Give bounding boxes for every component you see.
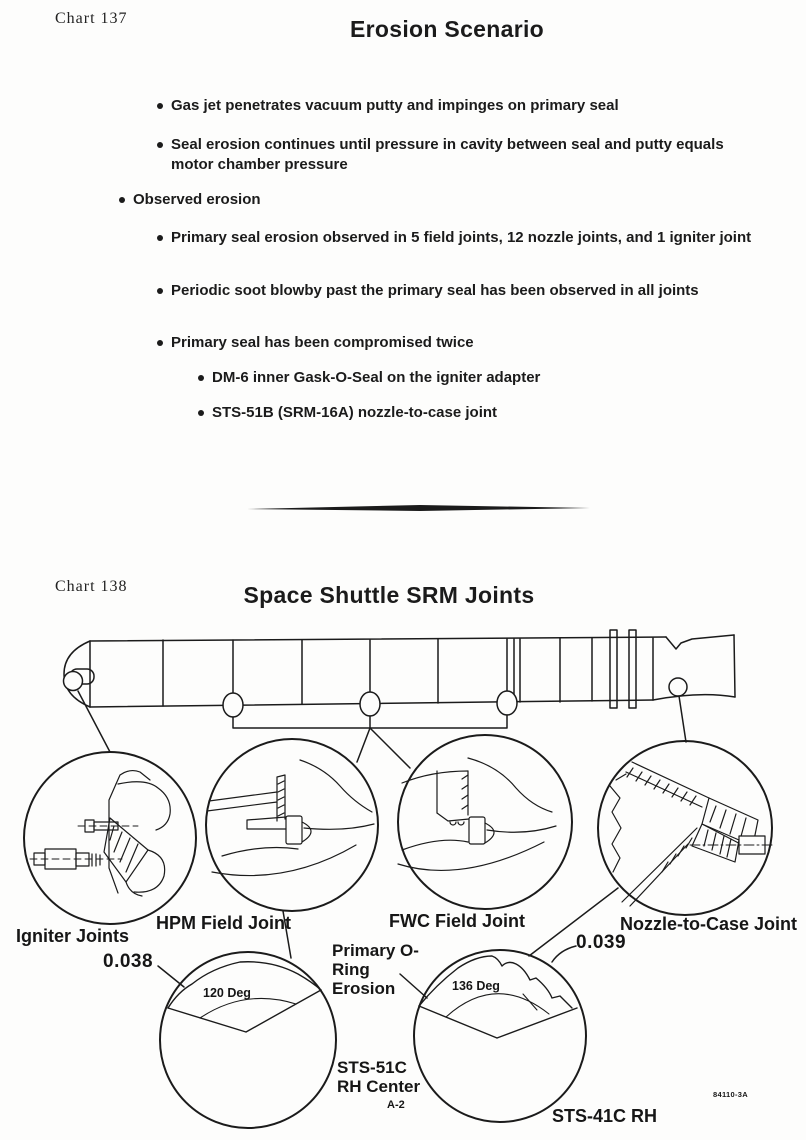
hpm-field-joint-label: HPM Field Joint xyxy=(156,913,291,933)
depth-039-leader xyxy=(552,946,576,962)
ctr-field-joint-marker xyxy=(360,692,380,716)
hpm-field-joint-drawing xyxy=(207,760,374,876)
sts51c-flight-label: STS-51C RH Center xyxy=(337,1058,421,1097)
page-number: A-2 xyxy=(387,1099,405,1111)
erosion-angle-136: 136 Deg xyxy=(452,979,500,993)
document-number: 84110-3A xyxy=(713,1090,748,1099)
sts41c-erosion-circle xyxy=(414,950,586,1122)
primary-oring-erosion-label: Primary O-Ring Erosion xyxy=(332,941,419,999)
nozzle-to-case-joint-label: Nozzle-to-Case Joint xyxy=(620,914,798,934)
chart-138-title: Space Shuttle SRM Joints xyxy=(243,582,535,608)
sts51c-erosion-circle xyxy=(160,952,336,1128)
erosion-depth-039: 0.039 xyxy=(576,932,627,953)
bullet-gas-jet: Gas jet penetrates vacuum putty and impinges on primary seal xyxy=(155,96,619,116)
bullet-soot-blowby: Periodic soot blowby past the primary seal has been observed in all joints xyxy=(155,281,699,301)
chart-137-title: Erosion Scenario xyxy=(350,16,544,42)
bullet-observed-erosion: Observed erosion xyxy=(117,190,261,210)
nozzle-leader-line xyxy=(679,696,686,742)
bullet-sts51b-nozzle-joint: STS-51B (SRM-16A) nozzle-to-case joint xyxy=(196,403,497,423)
bullet-dm6-gask-o-seal: DM-6 inner Gask-O-Seal on the igniter adapter xyxy=(196,368,540,388)
depth-038-leader xyxy=(158,966,184,987)
srm-booster-drawing xyxy=(64,630,736,768)
igniter-joint-marker xyxy=(64,672,83,691)
igniter-leader-line xyxy=(78,691,110,752)
chart-137-label: Chart 137 xyxy=(55,10,128,27)
fwd-field-joint-marker xyxy=(223,693,243,717)
nozzle-joint-marker xyxy=(669,678,687,696)
aft-field-joint-marker xyxy=(497,691,517,715)
igniter-joints-label: Igniter Joints xyxy=(16,926,130,946)
fwc-field-joint-drawing xyxy=(398,758,556,870)
erosion-angle-120: 120 Deg xyxy=(203,986,251,1000)
bullet-primary-seal-erosion: Primary seal erosion observed in 5 field joints, 12 nozzle joints, and 1 igniter joint xyxy=(155,228,751,248)
chart-138-label: Chart 138 xyxy=(55,578,128,595)
hpm-detail-circle xyxy=(206,739,378,911)
nozzle-to-case-joint-drawing xyxy=(610,762,772,906)
nozzle-detail-circle xyxy=(598,741,772,915)
erosion-depth-038: 0.038 xyxy=(103,951,154,972)
section-divider-rule xyxy=(247,505,590,511)
bullet-compromised-twice: Primary seal has been compromised twice xyxy=(155,333,474,353)
sts41c-flight-label: STS-41C RH xyxy=(552,1106,658,1126)
fwc-field-joint-label: FWC Field Joint xyxy=(389,911,525,931)
igniter-joint-drawing xyxy=(30,771,170,896)
bullet-seal-erosion: Seal erosion continues until pressure in cavity between seal and putty equals motor chamber pressure xyxy=(155,135,763,175)
